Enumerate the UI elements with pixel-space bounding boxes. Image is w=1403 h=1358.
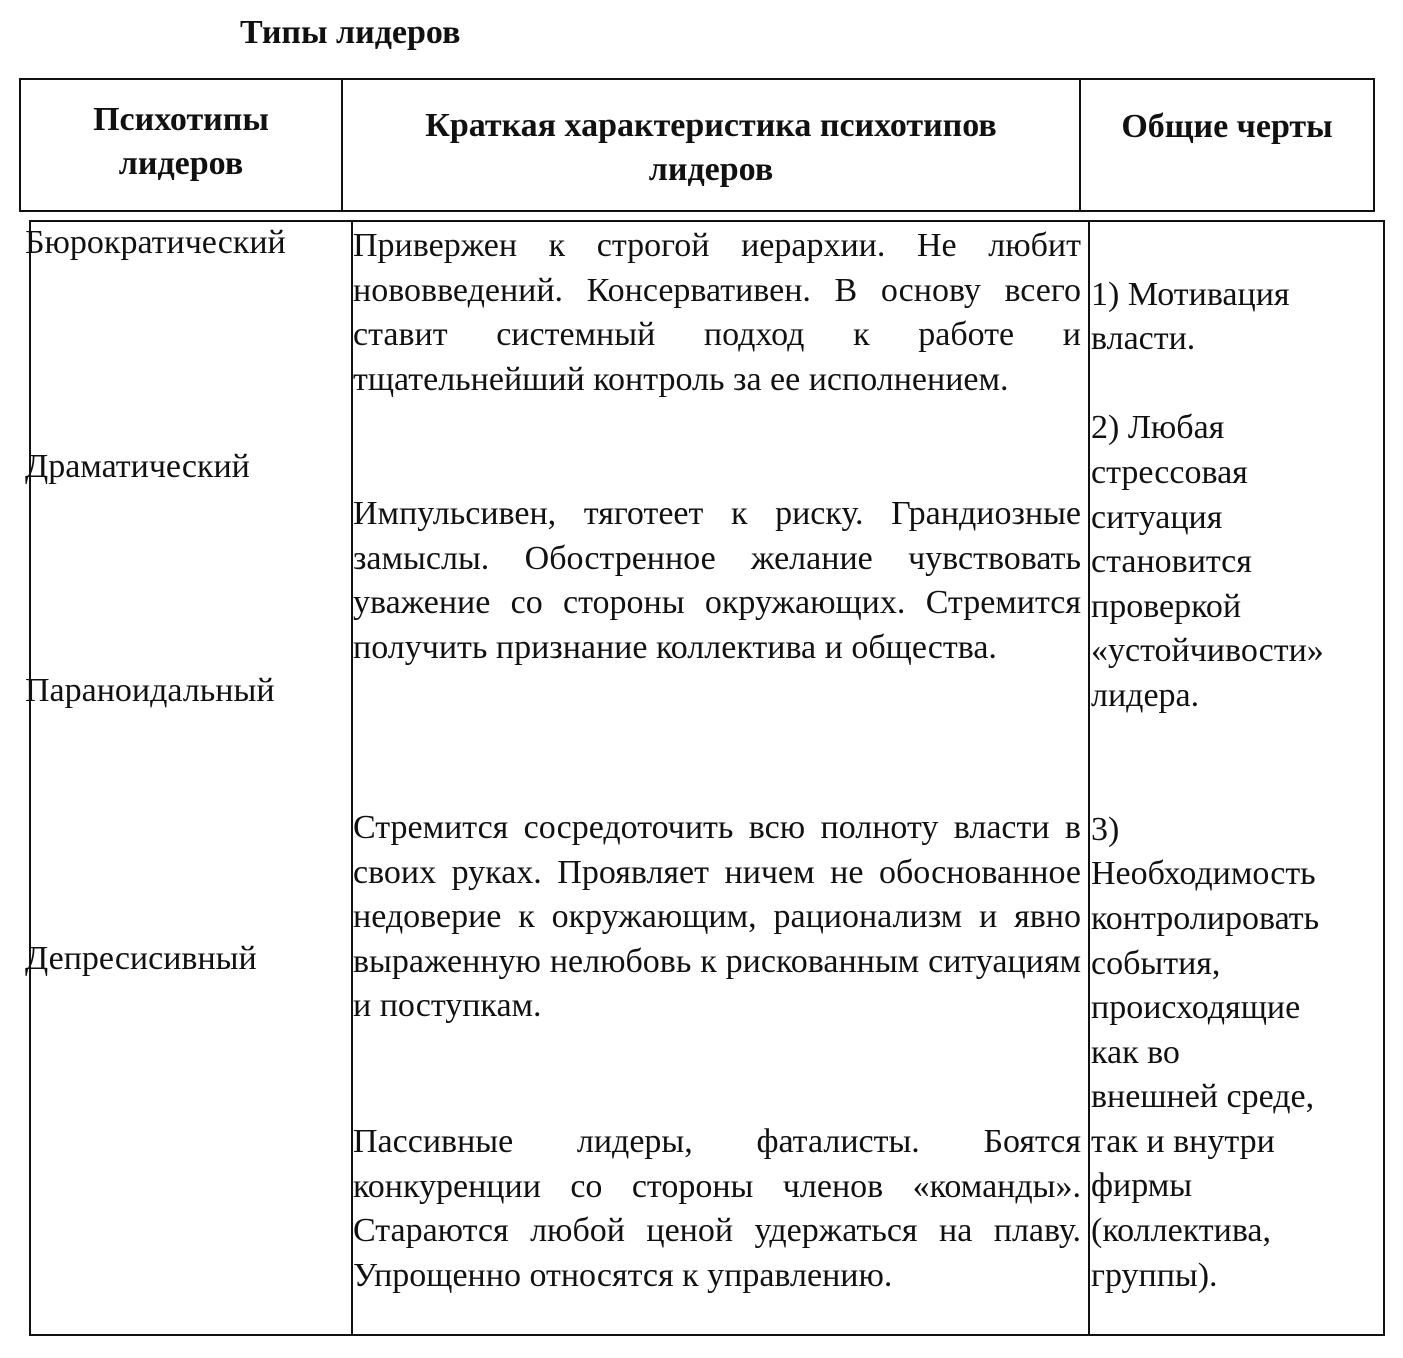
type-depressive: Депресисивный	[25, 940, 257, 977]
header-psychotypes: Психотипы лидеров	[21, 80, 343, 210]
trait-2: 2) Любая стрессовая ситуация становится проверкой «устойчивости» лидера.	[1091, 409, 1324, 714]
type-bureaucratic: Бюрократический	[25, 224, 286, 261]
description-depressive: Пассивные лидеры, фаталисты. Боятся конкуренции со стороны членов «команды». Стараются любой ценой удержаться на плаву. Упрощенно относятся к управлению.	[353, 1123, 1081, 1294]
header-common-traits: Общие черты	[1121, 108, 1333, 145]
column-divider	[1088, 222, 1090, 1334]
leaders-table	[25, 220, 1385, 1336]
trait-3: 3) Необходимость контролировать события, происходящие как во внешней среде, так и внутри фирмы (коллектива, группы).	[1091, 810, 1320, 1294]
description-bureaucratic: Привержен к строгой иерархии. Не любит нововведений. Консервативен. В основу всего ставит системный подход к работе и тщательнейший контроль за ее исполнением.	[353, 227, 1081, 398]
common-traits-column	[1091, 228, 1376, 1343]
type-paranoid: Параноидальный	[25, 672, 275, 709]
table-header	[19, 78, 1375, 212]
description-dramatic: Импульсивен, тяготеет к риску. Грандиозные замыслы. Обостренное желание чувствовать уважение со стороны окружающих. Стремится получить признание коллектива и общества.	[353, 495, 1081, 666]
page-title: Типы лидеров	[240, 14, 461, 51]
description-paranoid: Стремится сосредоточить всю полноту власти в своих руках. Проявляет ничем не обоснованное недоверие к окружающим, рационализм и явно выраженную нелюбовь к рискованным ситуациям и поступкам.	[353, 809, 1081, 1025]
trait-1: 1) Мотивация власти.	[1091, 275, 1290, 358]
type-dramatic: Драматический	[25, 448, 250, 485]
header-characteristics: Краткая характеристика психотипов лидеров	[343, 80, 1081, 210]
